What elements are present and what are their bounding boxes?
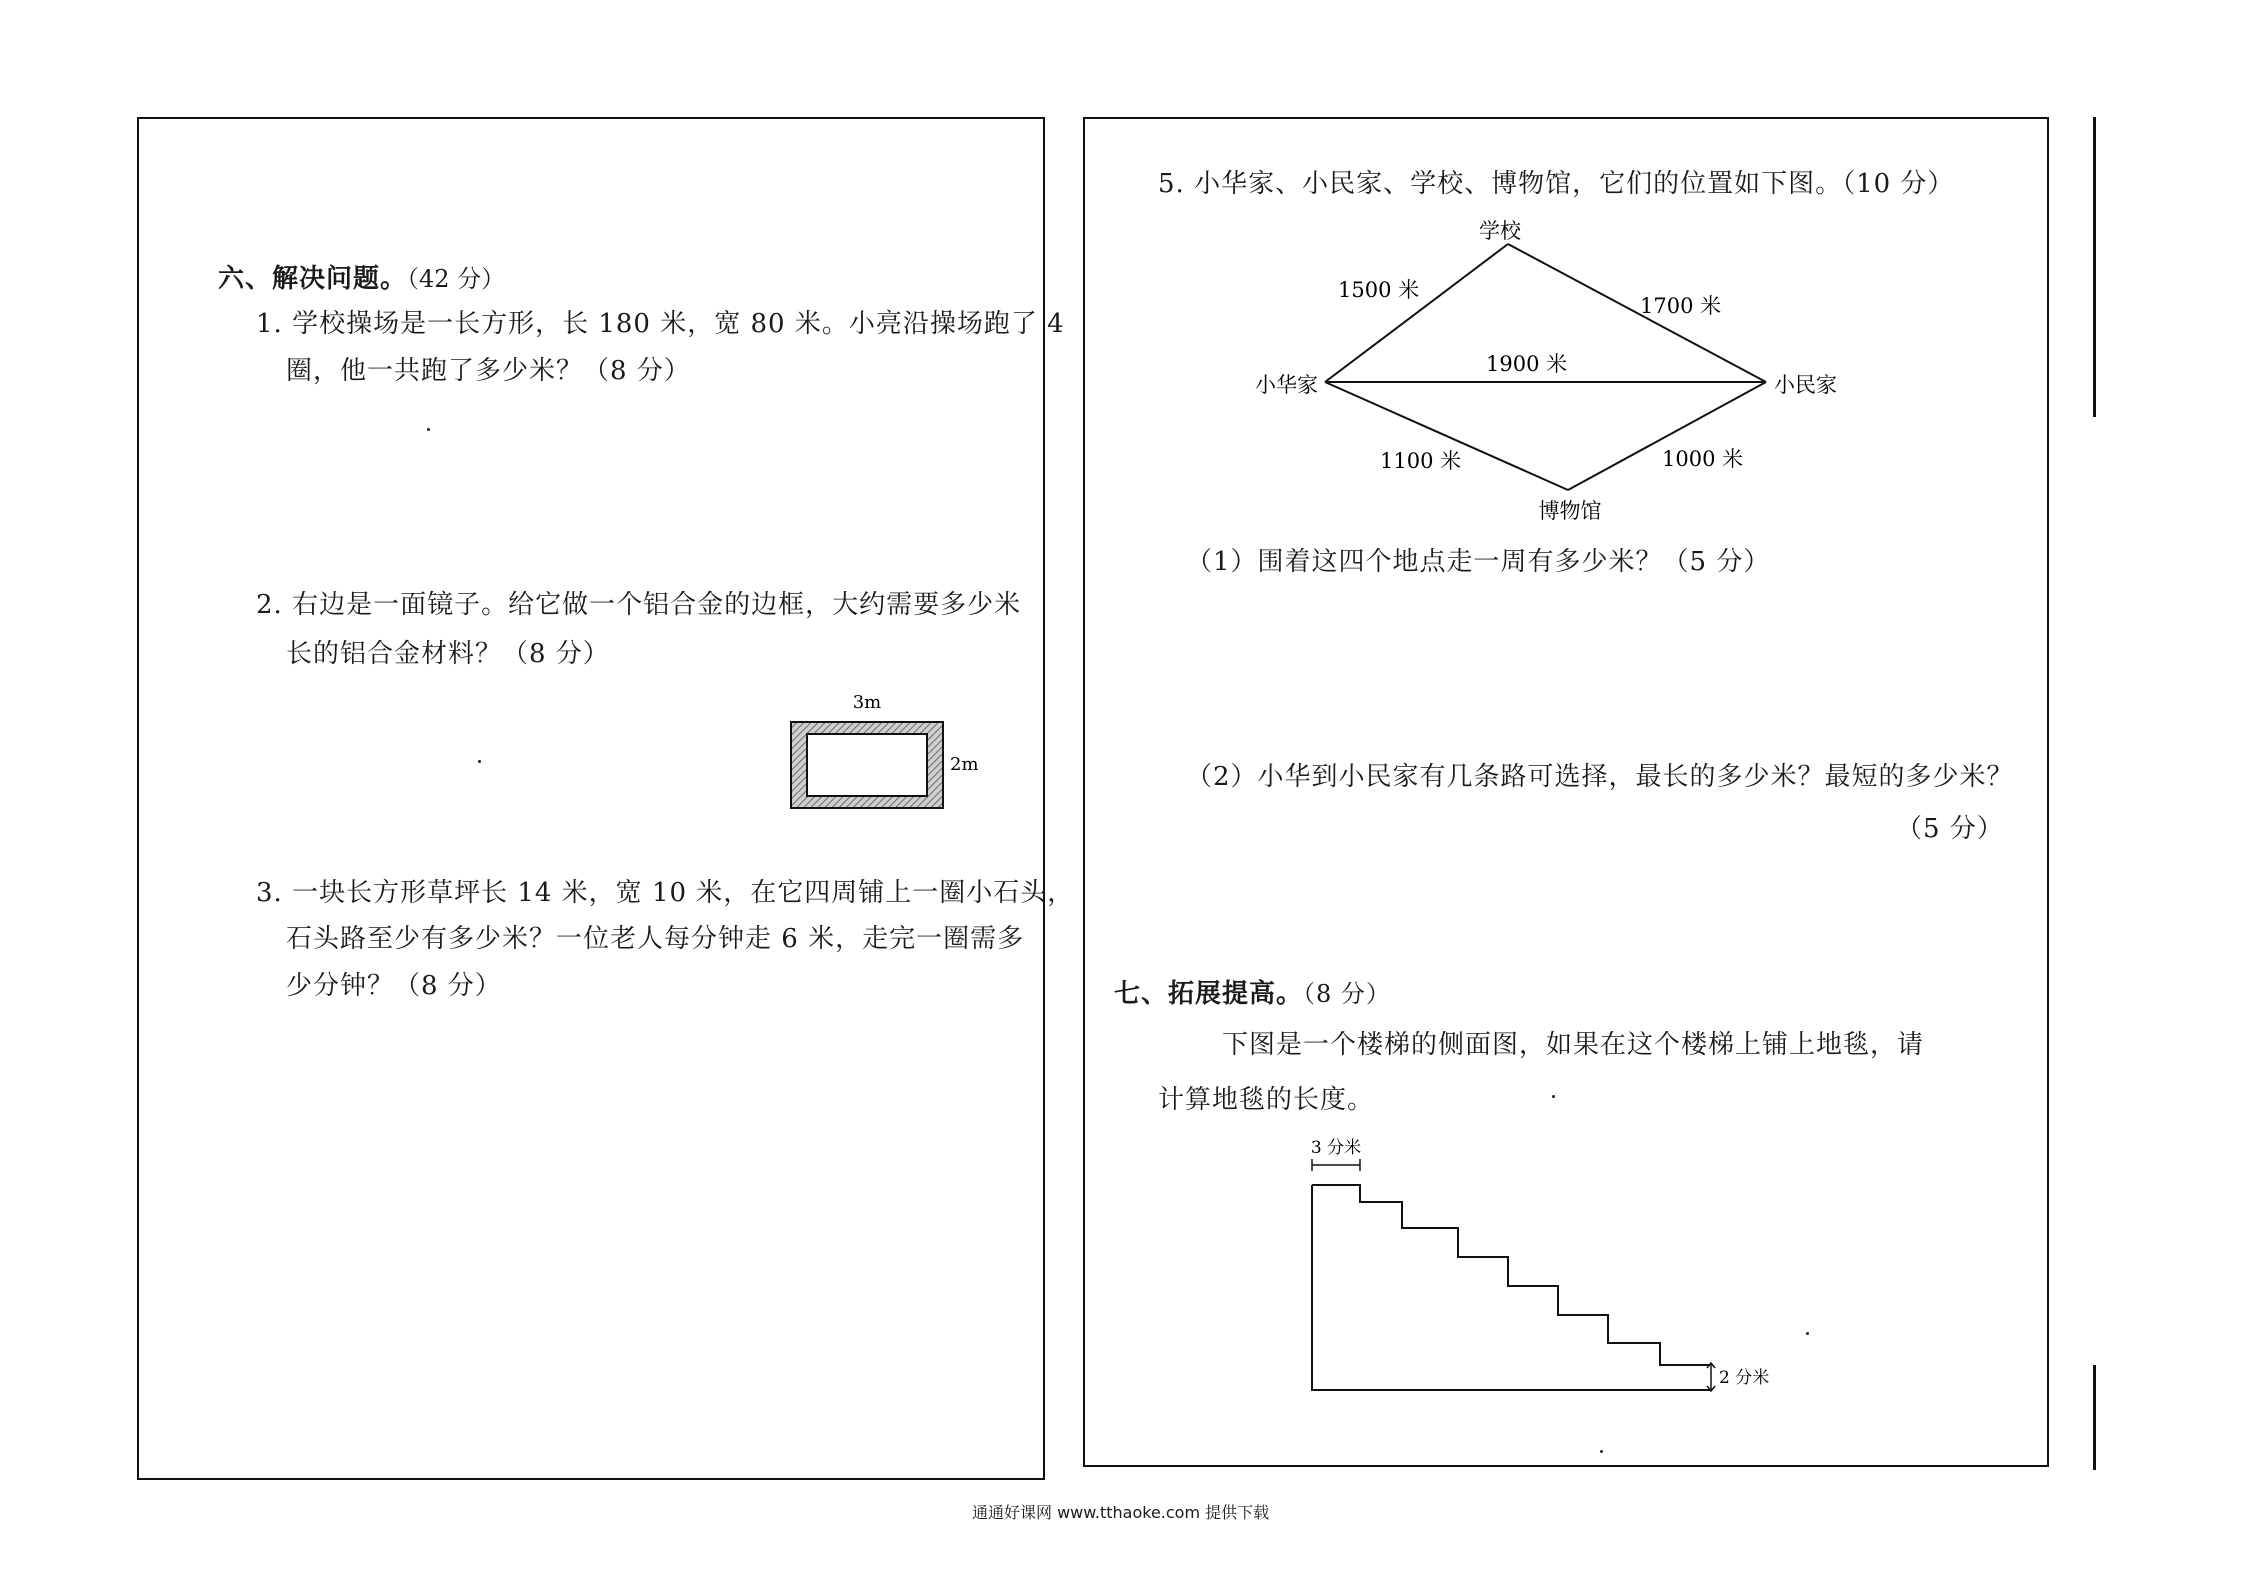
section-6-heading [218, 262, 505, 296]
scan-edge-line [2093, 1365, 2096, 1470]
section-6-title: 六、解决问题。 [218, 264, 408, 294]
mirror-width-label: 3m [852, 692, 882, 713]
scan-speck [427, 428, 430, 431]
distance-school-xiaomin: 1700 米 [1640, 294, 1722, 318]
label-museum: 博物馆 [1538, 499, 1602, 523]
stairs-figure [1290, 1125, 1710, 1395]
q3-line1: 3. 一块长方形草坪长 14 米，宽 10 米，在它四周铺上一圈小石头， [256, 878, 1075, 908]
label-xiaohua-home: 小华家 [1255, 373, 1318, 397]
q1-line1: 1. 学校操场是一长方形，长 180 米，宽 80 米。小亮沿操场跑了 4 [256, 309, 1065, 339]
distance-museum-xiaomin: 1000 米 [1662, 447, 1744, 471]
q3-line3: 少分钟？（8 分） [286, 971, 502, 1001]
q3-line2: 石头路至少有多少米？一位老人每分钟走 6 米，走完一圈需多 [286, 924, 1025, 954]
scan-speck [1806, 1332, 1809, 1335]
distance-xiaohua-xiaomin: 1900 米 [1486, 352, 1568, 376]
distance-xiaohua-museum: 1100 米 [1380, 449, 1462, 473]
q5-part2-line2: （5 分） [1896, 814, 2004, 844]
road-museum-xiaomin [1568, 382, 1766, 490]
q5-part2-line1: （2）小华到小民家有几条路可选择，最长的多少米？最短的多少米？ [1186, 762, 2014, 792]
stairs-side-dimension [1705, 1355, 1795, 1405]
location-map [1230, 210, 1870, 530]
road-xiaohua-school [1325, 244, 1508, 382]
mirror-glass [807, 734, 927, 796]
stairs-top-label: 3 分米 [1310, 1138, 1362, 1158]
scan-speck [1552, 1095, 1555, 1098]
label-xiaomin-home: 小民家 [1774, 373, 1837, 397]
q1-line2: 圈，他一共跑了多少米？（8 分） [286, 356, 691, 386]
q5-text: 5. 小华家、小民家、学校、博物馆，它们的位置如下图。（10 分） [1158, 169, 1955, 199]
section-7-heading [1114, 977, 1391, 1011]
section-7-title: 七、拓展提高。 [1114, 979, 1304, 1009]
scan-edge-line [2093, 117, 2096, 417]
mirror-figure [775, 680, 995, 820]
q2-line2: 长的铝合金材料？（8 分） [286, 639, 610, 669]
q7-line1: 下图是一个楼梯的侧面图，如果在这个楼梯上铺上地毯，请 [1222, 1030, 1925, 1060]
footer-credit: 通通好课网 www.tthaoke.com 提供下载 [972, 1503, 1270, 1522]
scan-speck [1600, 1450, 1603, 1453]
q5-part1: （1）围着这四个地点走一周有多少米？（5 分） [1186, 547, 1771, 577]
road-xiaohua-museum [1325, 382, 1568, 490]
stairs-side-label: 2 分米 [1719, 1368, 1770, 1388]
stairs-outline [1312, 1185, 1710, 1390]
distance-xiaohua-school: 1500 米 [1338, 278, 1420, 302]
mirror-height-label: 2m [950, 754, 979, 775]
section-6-points: （42 分） [407, 265, 506, 293]
section-7-points: （8 分） [1303, 980, 1391, 1008]
q2-line1: 2. 右边是一面镜子。给它做一个铝合金的边框，大约需要多少米 [256, 590, 1022, 620]
label-school: 学校 [1479, 219, 1521, 243]
q7-line2: 计算地毯的长度。 [1158, 1085, 1375, 1115]
scan-speck [478, 760, 481, 763]
